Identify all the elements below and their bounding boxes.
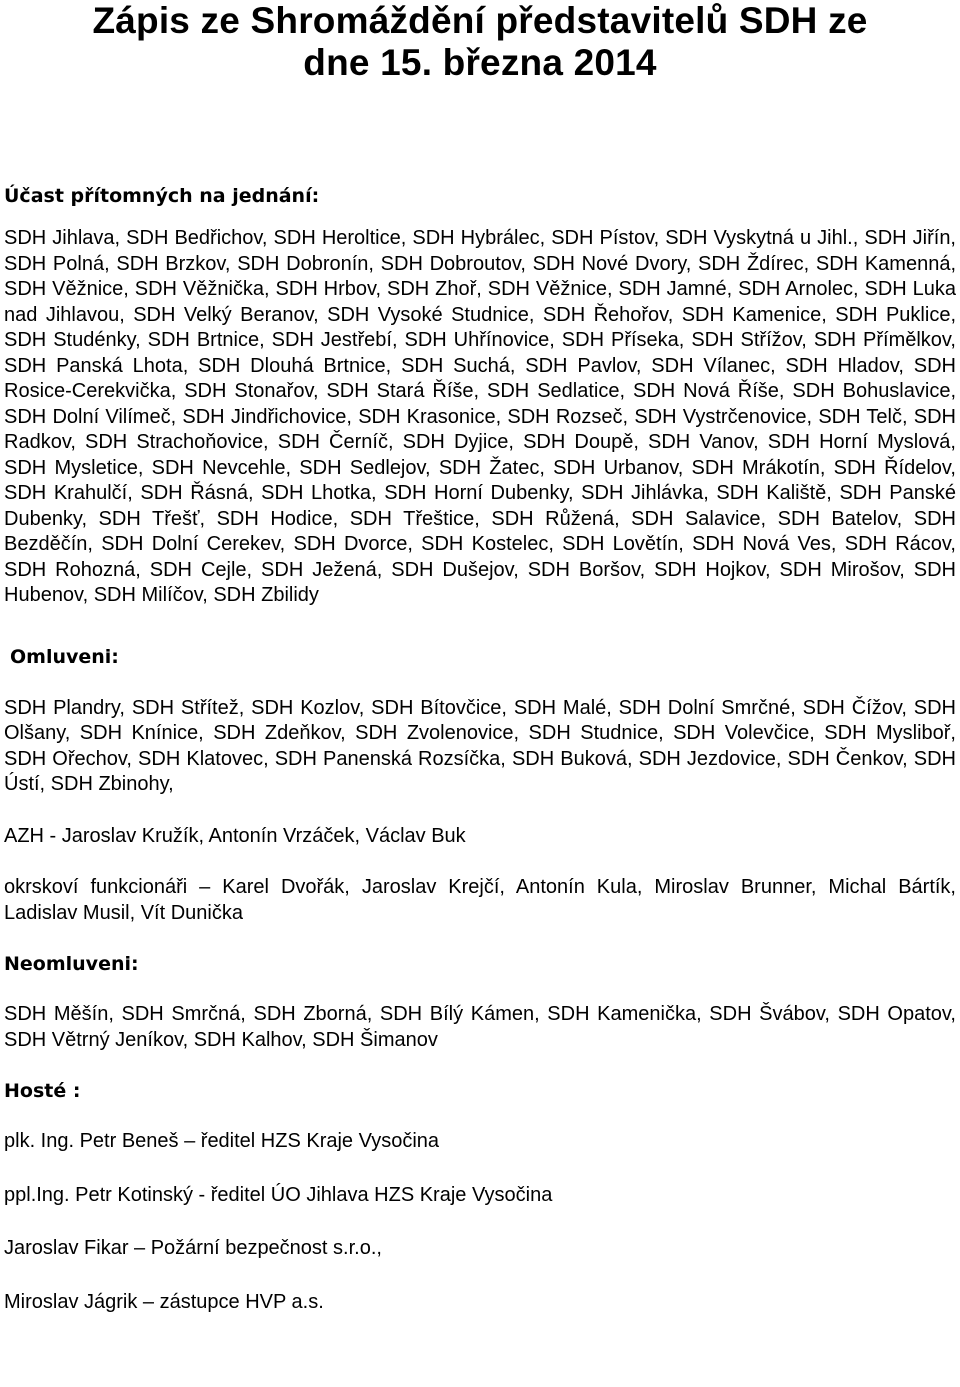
guest-item: Jaroslav Fikar – Požární bezpečnost s.r.o., (4, 1237, 382, 1259)
guest-item: Miroslav Jágrik – zástupce HVP a.s. (4, 1290, 324, 1313)
title-line-1: Zápis ze Shromáždění představitelů SDH ze (92, 0, 868, 41)
guest-item: plk. Ing. Petr Beneš – ředitel HZS Kraje Vysočina (4, 1130, 440, 1152)
officials-line: okrskoví funkcionáři – Karel Dvořák, Jaroslav Krejčí, Antonín Kula, Miroslav Brunner, Michal Bártík, Ladislav Musil, Vít Dunička (4, 876, 956, 924)
document-title (4, 0, 956, 84)
guests-heading: Hosté : (4, 1080, 81, 1102)
title-line-2: dne 15. března 2014 (303, 42, 657, 83)
azh-line: AZH - Jaroslav Kružík, Antonín Vrzáček, Václav Buk (4, 824, 466, 847)
attendance-heading: Účast přítomných na jednání: (4, 185, 320, 207)
attendance-list: SDH Jihlava, SDH Bedřichov, SDH Heroltice, SDH Hybrálec, SDH Pístov, SDH Vyskytná u Jihl., SDH Jiřín, SDH Polná, SDH Brzkov, SDH Dobronín, SDH Dobroutov, SDH Nové Dvory, SDH Ždírec, SDH Kamenná, SDH Věžnice, SDH Věžnička, SDH Hrbov, SDH Zhoř, SDH Věžnice, SDH Jamné, SDH Arnolec, SDH Luka nad Jihlavou, SDH Velký Beranov, SDH Vysoké Studnice, SDH Řehořov, SDH Kamenice, SDH Puklice, SDH Studénky, SDH Brtnice, SDH Jestřebí, SDH Uhřínovice, SDH Příseka, SDH Střížov, SDH Přímělkov, SDH Panská Lhota, SDH Dlouhá Brtnice, SDH Suchá, SDH Pavlov, SDH Vílanec, SDH Hladov, SDH Rosice-Cerekvička, SDH Stonařov, SDH Stará Říše, SDH Sedlatice, SDH Nová Říše, SDH Bohuslavice, SDH Dolní Vilímeč, SDH Jindřichovice, SDH Krasonice, SDH Rozseč, SDH Vystrčenovice, SDH Telč, SDH Radkov, SDH Strachoňovice, SDH Černíč, SDH Dyjice, SDH Doupě, SDH Vanov, SDH Horní Myslová, SDH Mysletice, SDH Nevcehle, SDH Sedlejov, SDH Žatec, SDH Urbanov, SDH Mrákotín, SDH Řídelov, SDH Krahulčí, SDH Řásná, SDH Lhotka, SDH Horní Dubenky, SDH Jihlávka, SDH Kaliště, SDH Panské Dubenky, SDH Třešť, SDH Hodice, SDH Třeštice, SDH Růžená, SDH Salavice, SDH Batelov, SDH Bezděčín, SDH Dolní Cerekev, SDH Dvorce, SDH Kostelec, SDH Lovětín, SDH Nová Ves, SDH Rácov, SDH Rohozná, SDH Cejle, SDH Ježená, SDH Dušejov, SDH Boršov, SDH Hojkov, SDH Mirošov, SDH Hubenov, SDH Milíčov, SDH Zbilidy (4, 227, 956, 606)
excused-list: SDH Plandry, SDH Střítež, SDH Kozlov, SDH Bítovčice, SDH Malé, SDH Dolní Smrčné, SDH Čížov, SDH Olšany, SDH Knínice, SDH Zdeňkov, SDH Zvolenovice, SDH Studnice, SDH Volevčice, SDH Mysliboř, SDH Ořechov, SDH Klatovec, SDH Panenská Rozsíčka, SDH Buková, SDH Jezdovice, SDH Čenkov, SDH Ústí, SDH Zbinohy, (4, 696, 956, 795)
excused-heading: Omluveni: (10, 645, 119, 668)
guest-item: ppl.Ing. Petr Kotinský - ředitel ÚO Jihlava HZS Kraje Vysočina (4, 1183, 553, 1206)
unexcused-list: SDH Měšín, SDH Smrčná, SDH Zborná, SDH Bílý Kámen, SDH Kamenička, SDH Švábov, SDH Opatov, SDH Větrný Jeníkov, SDH Kalhov, SDH Šimanov (4, 1003, 956, 1051)
unexcused-heading: Neomluveni: (4, 953, 139, 975)
